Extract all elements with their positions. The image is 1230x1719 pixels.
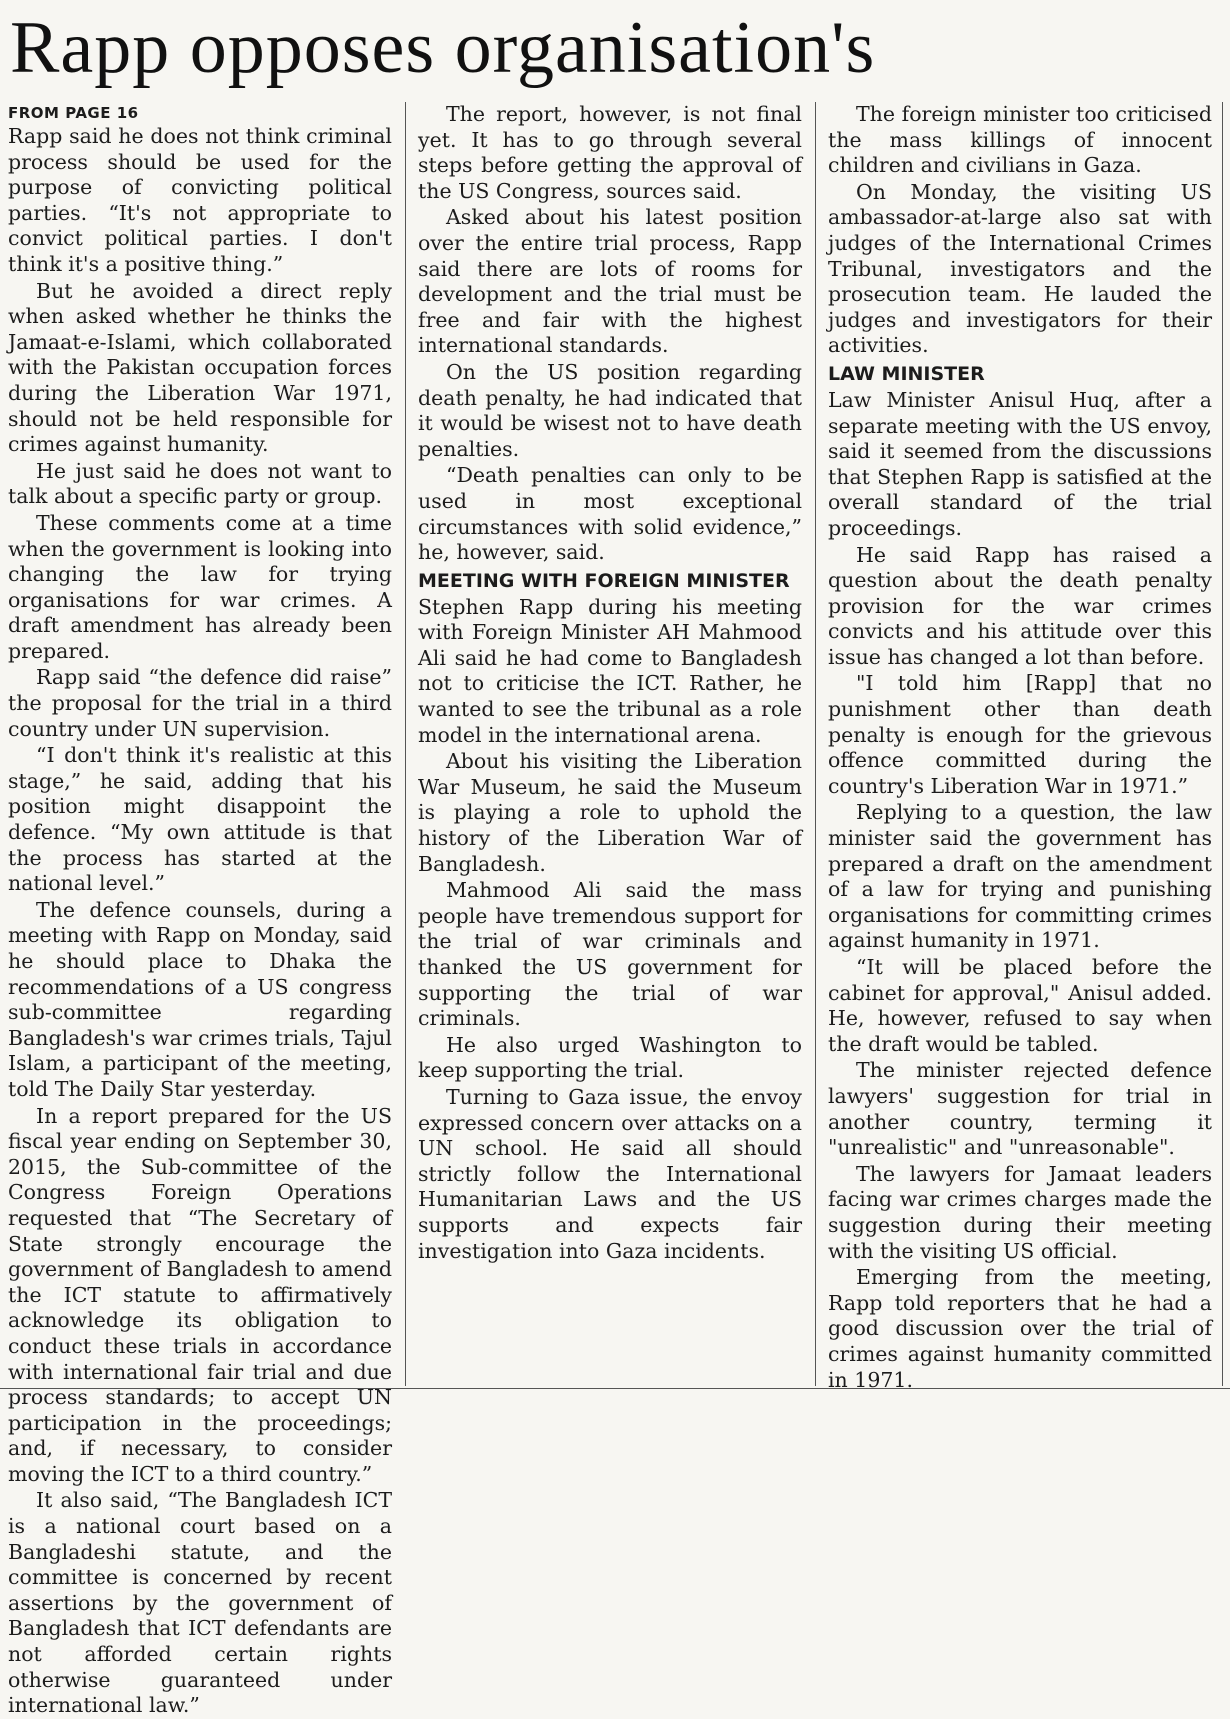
paragraph: He just said he does not want to talk about a specific party or group. — [8, 458, 392, 509]
paragraph: But he avoided a direct reply when asked whether he thinks the Jamaat-e-Islami, which collaborated with the Pakistan occupation forces during the Liberation War 1971, should not be held responsible for crimes against humanity. — [8, 278, 392, 457]
paragraph: "I told him [Rapp] that no punishment other than death penalty is enough for the grievous offence committed during the country's Liberation War in 1971.” — [828, 671, 1212, 798]
paragraph: Emerging from the meeting, Rapp told reporters that he had a good discussion over the trial of crimes against humanity committed in 1971. — [828, 1265, 1212, 1392]
paragraph: Asked about his latest position over the entire trial process, Rapp said there are lots of rooms for development and the trial must be free and fair with the highest international standards. — [418, 205, 802, 358]
column-1 — [8, 102, 392, 1718]
paragraph: Mahmood Ali said the mass people have tremendous support for the trial of war criminals and thanked the US government for supporting the trial of war criminals. — [418, 878, 802, 1031]
column-3 — [828, 102, 1212, 1392]
paragraph: On the US position regarding death penalty, he had indicated that it would be wisest not to have death penalties. — [418, 359, 802, 461]
paragraph: Rapp said “the defence did raise” the proposal for the trial in a third country under UN supervision. — [8, 665, 392, 741]
paragraph: On Monday, the visiting US ambassador-at-large also sat with judges of the International Crimes Tribunal, investigators and the prosecution team. He lauded the judges and investigators for their activities. — [828, 179, 1212, 358]
paragraph: Rapp said he does not think criminal process should be used for the purpose of convicting political parties. “It's not appropriate to convict political parties. I don't think it's a positive thing.” — [8, 124, 392, 276]
paragraph: The report, however, is not final yet. It has to go through several steps before getting the approval of the US Congress, sources said. — [418, 102, 802, 203]
paragraph: The defence counsels, during a meeting with Rapp on Monday, said he should place to Dhaka the recommendations of a US congress sub-committee regarding Bangladesh's war crimes trials, Tajul Islam, a participant of the meeting, told The Daily Star yesterday. — [8, 897, 392, 1101]
paragraph: About his visiting the Liberation War Museum, he said the Museum is playing a role to uphold the history of the Liberation War of Bangladesh. — [418, 749, 802, 876]
column-divider — [815, 102, 816, 1386]
headline: Rapp opposes organisation's — [10, 7, 876, 89]
paragraph: Turning to Gaza issue, the envoy expressed concern over attacks on a UN school. He said all should strictly follow the International Humanitarian Laws and the US supports and expects fair investigation into Gaza incidents. — [418, 1084, 802, 1263]
paragraph: “Death penalties can only to be used in most exceptional circumstances with solid evidence,” he, however, said. — [418, 463, 802, 565]
paragraph: “It will be placed before the cabinet for approval," Anisul added. He, however, refused to say when the draft would be tabled. — [828, 955, 1212, 1056]
dateline: FROM PAGE 16 — [8, 104, 139, 122]
subhead-law-minister: LAW MINISTER — [828, 362, 985, 385]
paragraph: The minister rejected defence lawyers' suggestion for trial in another country, terming it "unrealistic" and "unreasonable". — [828, 1058, 1212, 1160]
paragraph: Replying to a question, the law minister said the government has prepared a draft on the amendment of a law for trying and punishing organisations for committing crimes against humanity in 1971. — [828, 800, 1212, 953]
subhead-meeting-foreign-minister: MEETING WITH FOREIGN MINISTER — [418, 569, 790, 592]
paragraph: He said Rapp has raised a question about the death penalty provision for the war crimes convicts and his attitude over this issue has changed a lot than before. — [828, 542, 1212, 669]
paragraph: Law Minister Anisul Huq, after a separate meeting with the US envoy, said it seemed from the discussions that Stephen Rapp is satisfied at the overall standard of the trial proceedings. — [828, 387, 1212, 540]
paragraph: Stephen Rapp during his meeting with Foreign Minister AH Mahmood Ali said he had come to Bangladesh not to criticise the ICT. Rather, he wanted to see the tribunal as a role model in the international arena. — [418, 594, 802, 747]
paragraph: In a report prepared for the US fiscal year ending on September 30, 2015, the Sub-committee of the Congress Foreign Operations requested that “The Secretary of State strongly encourage the government of Bangladesh to amend the ICT statute to affirmatively acknowledge its obligation to conduct these trials in accordance with international fair trial and due process standards; to accept UN participation in the proceedings; and, if necessary, to consider moving the ICT to a third country.” — [8, 1103, 392, 1486]
paragraph: “I don't think it's realistic at this stage,” he said, adding that his position might disappoint the defence. “My own attitude is that the process has started at the national level.” — [8, 743, 392, 896]
paragraph: These comments come at a time when the government is looking into changing the law for trying organisations for war crimes. A draft amendment has already been prepared. — [8, 510, 392, 663]
column-divider — [405, 102, 406, 1386]
column-divider — [1222, 102, 1223, 1386]
column-2 — [418, 102, 802, 1384]
paragraph: The foreign minister too criticised the mass killings of innocent children and civilians in Gaza. — [828, 102, 1212, 178]
paragraph: It also said, “The Bangladesh ICT is a national court based on a Bangladeshi statute, and the committee is concerned by recent assertions by the government of Bangladesh that ICT defendants are not afforded certain rights otherwise guaranteed under international law.” — [8, 1488, 392, 1718]
paragraph: He also urged Washington to keep supporting the trial. — [418, 1032, 802, 1083]
paragraph: The lawyers for Jamaat leaders facing war crimes charges made the suggestion during their meeting with the visiting US official. — [828, 1161, 1212, 1263]
